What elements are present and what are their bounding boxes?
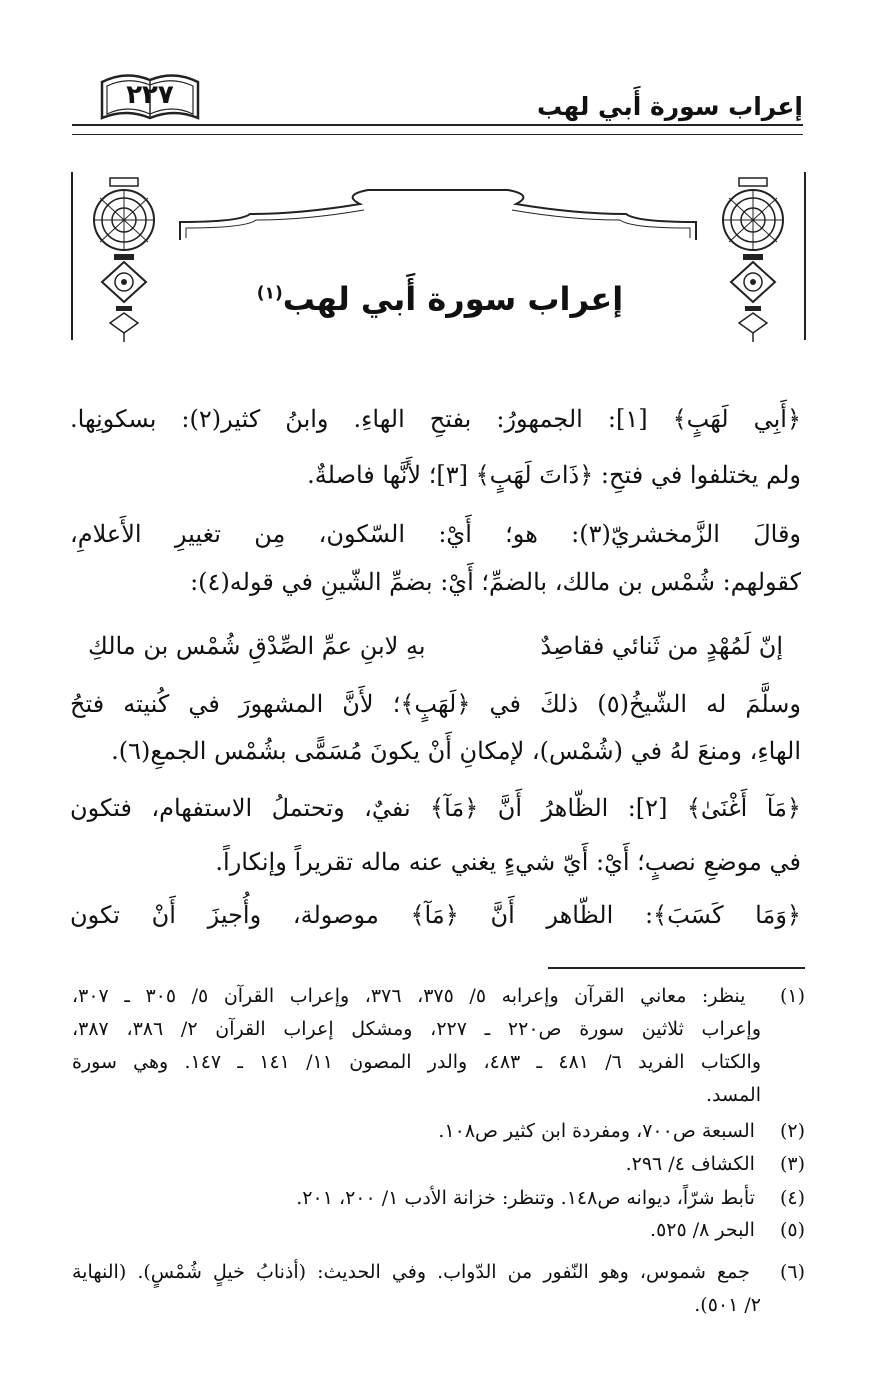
body-line-7: ﴿مَآ أَغْنَىٰ﴾ [٢]: الظّاهرُ أَنَّ ﴿مَآ﴾ نفيٌ، وتحتملُ الاستفهام، فتكون bbox=[70, 794, 801, 822]
footnote-text: تأبط شرّاً، ديوانه ص١٤٨. وتنظر: خزانة الأدب ١/ ٢٠٠، ٢٠١. bbox=[296, 1187, 755, 1209]
footnote-6-line-1 bbox=[72, 1261, 805, 1283]
footnote-number: (٤) bbox=[779, 1187, 805, 1209]
footnote-separator bbox=[548, 967, 805, 969]
body-line-6: الهاءِ، ومنعَ لهُ في (شُمْس)، لإمكانِ أَنْ يكونَ مُسَمًّى بشُمْس الجمعِ(٦). bbox=[111, 737, 801, 765]
surah-title-footnote-mark: (١) bbox=[256, 283, 283, 304]
header-rule bbox=[72, 124, 803, 135]
footnote-text: جمع شموس، وهو النّفور من الدّواب. وفي الحديث: (أذنابُ خيلٍ شُمْسٍ). (النهاية bbox=[72, 1261, 750, 1283]
footnote-number: (٦) bbox=[779, 1261, 805, 1283]
footnote-number: (١) bbox=[779, 985, 805, 1007]
body-line-4: كقولهم: شُمْس بن مالك، بالضمِّ؛ أَيْ: بضمِّ الشّينِ في قوله(٤): bbox=[190, 568, 801, 596]
footnote-text: السبعة ص٧٠٠، ومفردة ابن كثير ص١٠٨. bbox=[438, 1120, 755, 1142]
footnote-1-line-1 bbox=[72, 985, 805, 1007]
footnote-1-line-4: المسد. bbox=[705, 1084, 761, 1106]
body-line-5: وسلَّمَ له الشّيخُ(٥) ذلكَ في ﴿لَهَبٍ﴾؛ لأَنَّ المشهورَ في كُنيته فتحُ bbox=[70, 690, 802, 718]
footnote-1-line-2: وإعراب ثلاثين سورة ص٢٢٠ ـ ٢٢٧، ومشكل إعراب القرآن ٢/ ٣٨٦، ٣٨٧، bbox=[72, 1018, 762, 1040]
ornamental-title-frame bbox=[70, 170, 807, 346]
footnote-number: (٥) bbox=[779, 1219, 805, 1241]
body-line-2: ولم يختلفوا في فتحِ: ﴿ذَاتَ لَهَبٍ﴾ [٣]؛ لأَنَّها فاصلةٌ. bbox=[307, 461, 801, 489]
body-line-9: ﴿وَمَا كَسَبَ﴾: الظّاهر أَنَّ ﴿مَآ﴾ موصولة، وأُجيزَ أَنْ تكون bbox=[70, 901, 801, 929]
footnote-text: الكشاف ٤/ ٢٩٦. bbox=[625, 1153, 755, 1175]
footnote-5 bbox=[650, 1219, 805, 1241]
footnote-2 bbox=[438, 1120, 805, 1142]
right-ornament-column bbox=[723, 178, 783, 342]
body-line-8: في موضعِ نصبٍ؛ أَيْ: أَيّ شيءٍ يغني عنه ماله تقريراً وإنكاراً. bbox=[215, 848, 801, 876]
footnote-number: (٢) bbox=[779, 1120, 805, 1142]
footnote-4 bbox=[296, 1187, 805, 1209]
body-line-3: وقالَ الزَّمخشريّ(٣): هو؛ أَيْ: السّكون، مِن تغييرِ الأَعلامِ، bbox=[70, 520, 802, 548]
page-number: ٢٢٧ bbox=[126, 80, 174, 110]
poetry-verse-first-hemistich: إنّ لَمُهْدٍ من ثَنائي فقاصِدٌ bbox=[540, 632, 783, 660]
footnote-3 bbox=[626, 1153, 805, 1175]
body-line-1: ﴿أَبِي لَهَبٍ﴾ [١]: الجمهورُ: بفتحِ الهاءِ. وابنُ كثير(٢): بسكونِها. bbox=[70, 405, 801, 433]
page-number-badge bbox=[98, 68, 202, 122]
poetry-verse-second-hemistich: بهِ لابنِ عمِّ الصِّدْقِ شُمْس بن مالكِ bbox=[88, 632, 426, 660]
left-ornament-column bbox=[94, 178, 154, 342]
running-header-title: إعراب سورة أَبي لهب bbox=[536, 92, 803, 121]
footnote-6-line-2: ٢/ ٥٠١). bbox=[694, 1294, 761, 1316]
footnote-1-line-3: والكتاب الفريد ٦/ ٤٨١ ـ ٤٨٣، والدر المصون ١١/ ١٤١ ـ ١٤٧. وهي سورة bbox=[72, 1051, 762, 1073]
footnote-text: البحر ٨/ ٥٢٥. bbox=[650, 1219, 755, 1241]
footnote-text: ينظر: معاني القرآن وإعرابه ٥/ ٣٧٥، ٣٧٦، وإعراب القرآن ٥/ ٣٠٥ ـ ٣٠٧، bbox=[72, 985, 746, 1007]
surah-title-text: إعراب سورة أَبي لهب bbox=[282, 280, 624, 318]
footnote-number: (٣) bbox=[779, 1153, 805, 1175]
surah-title bbox=[230, 280, 650, 318]
